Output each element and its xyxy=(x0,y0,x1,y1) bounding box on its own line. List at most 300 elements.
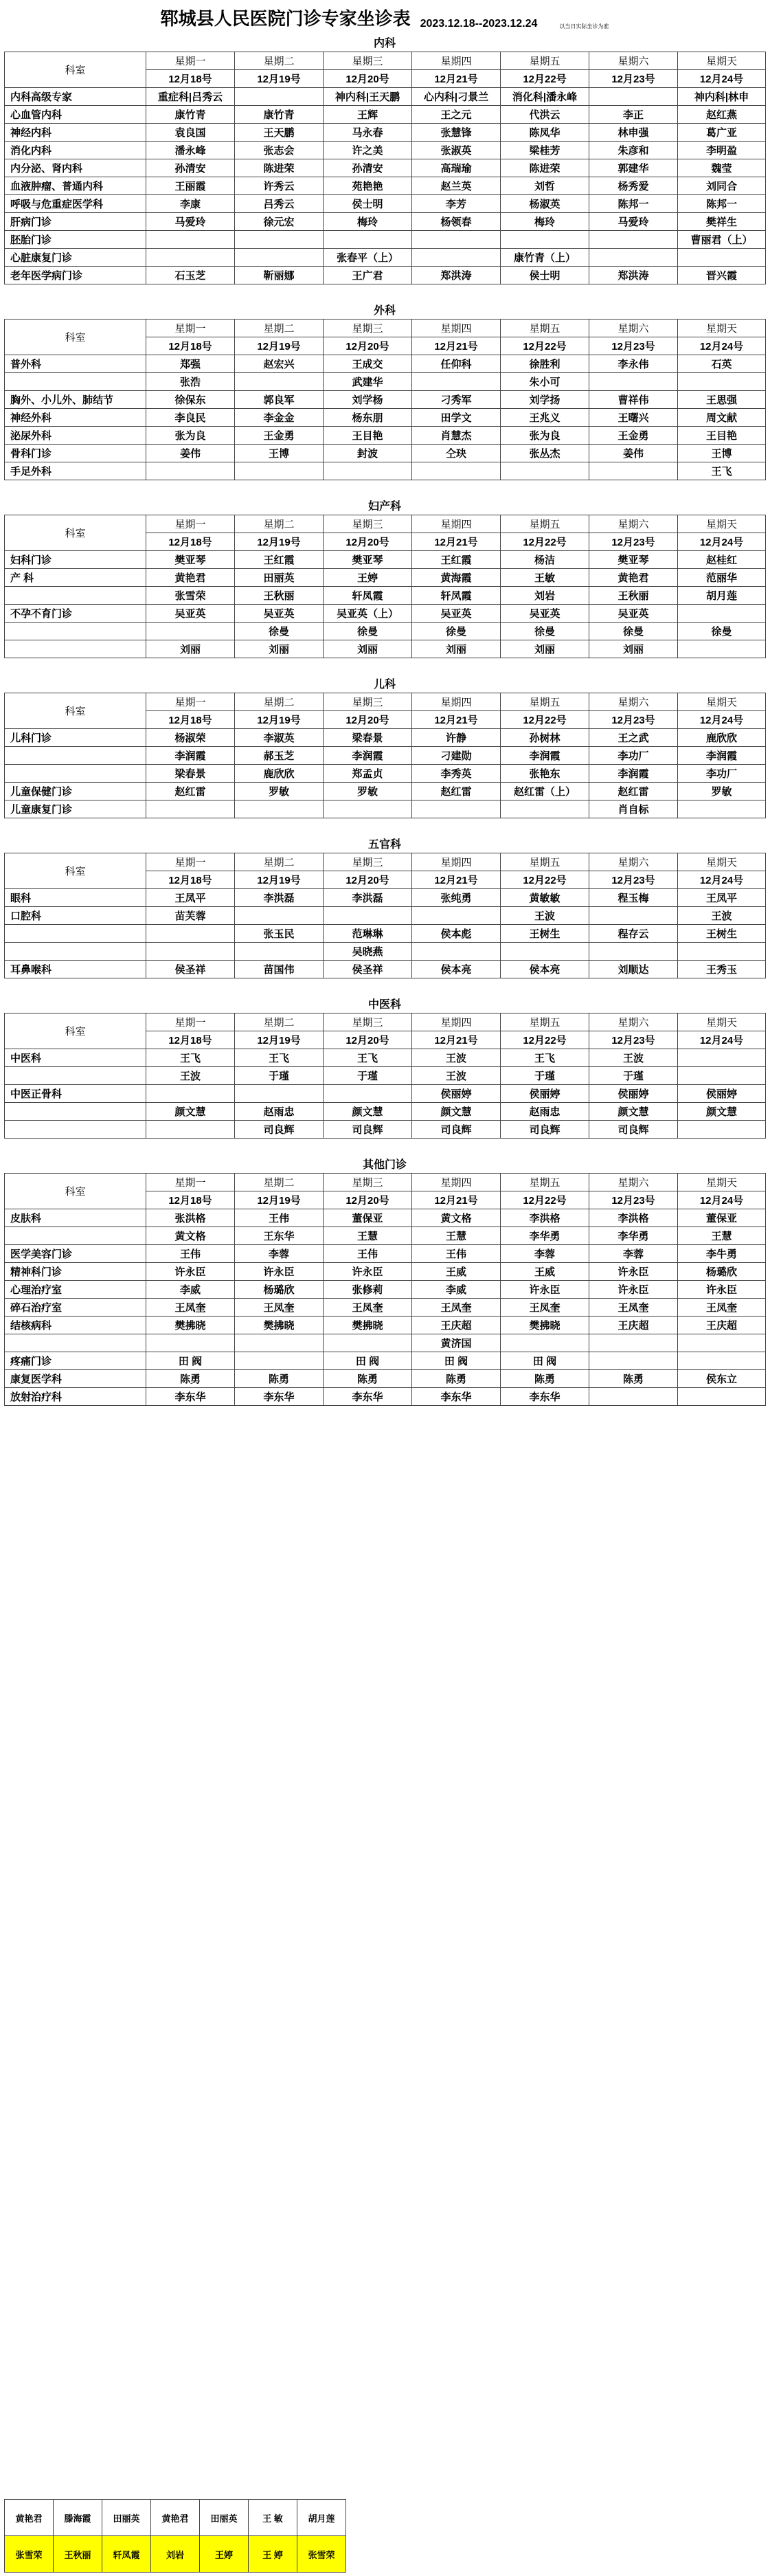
weekday-header: 星期二 xyxy=(235,320,324,337)
doctor-cell: 武建华 xyxy=(324,373,412,391)
doctor-cell: 袁良国 xyxy=(146,124,235,142)
date-header: 12月23号 xyxy=(589,711,678,729)
doctor-cell: 陈凤华 xyxy=(501,124,589,142)
doctor-cell xyxy=(589,943,678,961)
weekday-header: 星期二 xyxy=(235,853,324,871)
dept-cell: 结核病科 xyxy=(5,1317,146,1334)
table-row xyxy=(5,1121,766,1139)
date-header: 12月23号 xyxy=(589,337,678,355)
doctor-cell xyxy=(324,800,412,818)
doctor-cell: 颜文慧 xyxy=(324,1103,412,1121)
weekday-header: 星期五 xyxy=(501,320,589,337)
doctor-cell: 曹丽君（上） xyxy=(678,231,766,249)
doctor-cell: 田 阀 xyxy=(412,1352,501,1370)
weekday-header: 星期六 xyxy=(589,693,678,711)
doctor-cell: 田 阀 xyxy=(324,1352,412,1370)
doctor-cell: 李华勇 xyxy=(501,1227,589,1245)
table-row xyxy=(5,1299,766,1317)
weekday-header: 星期五 xyxy=(501,1174,589,1191)
doctor-cell: 郑孟贞 xyxy=(324,765,412,783)
doctor-cell: 李蓉 xyxy=(501,1245,589,1263)
dept-cell: 内科高级专家 xyxy=(5,88,146,106)
date-header: 12月21号 xyxy=(412,70,501,88)
date-header: 12月23号 xyxy=(589,1191,678,1209)
doctor-cell: 司良辉 xyxy=(235,1121,324,1139)
doctor-cell: 刘丽 xyxy=(412,640,501,658)
table-row xyxy=(5,462,766,480)
doctor-cell: 王飞 xyxy=(501,1049,589,1067)
doctor-cell: 李功厂 xyxy=(678,765,766,783)
weekday-header: 星期一 xyxy=(146,693,235,711)
doctor-cell: 孙树林 xyxy=(501,729,589,747)
doctor-cell: 陈勇 xyxy=(324,1370,412,1388)
weekday-header: 星期三 xyxy=(324,693,412,711)
doctor-cell: 郭建华 xyxy=(589,159,678,177)
doctor-cell xyxy=(412,249,501,267)
dept-cell xyxy=(5,640,146,658)
table-row xyxy=(5,231,766,249)
doctor-cell: 黄艳君 xyxy=(146,569,235,587)
dept-cell: 疼痛门诊 xyxy=(5,1352,146,1370)
table-row xyxy=(5,943,766,961)
doctor-cell: 王思强 xyxy=(678,391,766,409)
doctor-cell xyxy=(412,231,501,249)
doctor-cell: 朱小可 xyxy=(501,373,589,391)
doctor-cell: 王伟 xyxy=(324,1245,412,1263)
section-spacer xyxy=(4,1139,765,1156)
date-header: 12月24号 xyxy=(678,1191,766,1209)
doctor-cell: 马爱玲 xyxy=(146,213,235,231)
doctor-cell xyxy=(146,623,235,640)
doctor-cell: 轩凤霞 xyxy=(324,587,412,605)
table-row xyxy=(5,587,766,605)
doctor-cell: 王博 xyxy=(678,445,766,462)
doctor-cell: 周文献 xyxy=(678,409,766,427)
dept-cell xyxy=(5,925,146,943)
doctor-cell: 刘丽 xyxy=(146,640,235,658)
table-row xyxy=(5,569,766,587)
weekday-header: 星期天 xyxy=(678,853,766,871)
doctor-cell: 陈勇 xyxy=(412,1370,501,1388)
doctor-cell xyxy=(146,1085,235,1103)
doctor-cell: 司良辉 xyxy=(501,1121,589,1139)
doctor-cell: 张洪格 xyxy=(146,1209,235,1227)
table-row xyxy=(5,800,766,818)
dept-cell: 中医正骨科 xyxy=(5,1085,146,1103)
doctor-cell xyxy=(146,231,235,249)
dept-cell: 放射治疗科 xyxy=(5,1388,146,1406)
section-table xyxy=(4,853,766,978)
doctor-cell: 罗敏 xyxy=(678,783,766,800)
dept-cell: 皮肤科 xyxy=(5,1209,146,1227)
doctor-cell: 杨秀爱 xyxy=(589,177,678,195)
doctor-cell: 赵红燕 xyxy=(678,106,766,124)
doctor-cell: 郭良军 xyxy=(235,391,324,409)
doctor-cell: 刘丽 xyxy=(589,640,678,658)
doctor-cell: 樊亚琴 xyxy=(324,551,412,569)
doctor-cell: 王凤平 xyxy=(146,889,235,907)
doctor-cell: 许永臣 xyxy=(678,1281,766,1299)
bottom-cell: 王婷 xyxy=(200,2536,249,2573)
date-header: 12月23号 xyxy=(589,871,678,889)
weekday-header: 星期一 xyxy=(146,52,235,70)
date-header: 12月19号 xyxy=(235,70,324,88)
dept-header: 科室 xyxy=(5,515,146,551)
weekday-header-row xyxy=(5,1174,766,1191)
doctor-cell: 康竹青 xyxy=(146,106,235,124)
doctor-cell: 鹿欣欣 xyxy=(678,729,766,747)
bottom-cell: 黄艳君 xyxy=(5,2500,54,2536)
doctor-cell: 李康 xyxy=(146,195,235,213)
table-row xyxy=(5,355,766,373)
doctor-cell: 刘顺达 xyxy=(589,961,678,978)
doctor-cell: 田 阀 xyxy=(146,1352,235,1370)
doctor-cell: 许永臣 xyxy=(235,1263,324,1281)
section-title: 内科 xyxy=(373,36,396,49)
doctor-cell: 张为良 xyxy=(146,427,235,445)
doctor-cell: 杨东朋 xyxy=(324,409,412,427)
doctor-cell: 王波 xyxy=(678,907,766,925)
doctor-cell: 徐曼 xyxy=(589,623,678,640)
doctor-cell: 王波 xyxy=(501,907,589,925)
dept-header: 科室 xyxy=(5,1174,146,1209)
doctor-cell: 陈勇 xyxy=(146,1370,235,1388)
doctor-cell xyxy=(412,462,501,480)
doctor-cell xyxy=(235,907,324,925)
doctor-cell: 梅玲 xyxy=(501,213,589,231)
doctor-cell: 吴亚英 xyxy=(589,605,678,623)
doctor-cell: 王凤奎 xyxy=(412,1299,501,1317)
date-header: 12月22号 xyxy=(501,337,589,355)
weekday-header: 星期六 xyxy=(589,515,678,533)
doctor-cell: 陈勇 xyxy=(235,1370,324,1388)
section-title: 外科 xyxy=(373,304,396,317)
bottom-row-2 xyxy=(5,2536,346,2573)
dept-cell: 儿童康复门诊 xyxy=(5,800,146,818)
table-row xyxy=(5,1317,766,1334)
doctor-cell xyxy=(678,1352,766,1370)
doctor-cell xyxy=(412,373,501,391)
weekday-header: 星期六 xyxy=(589,853,678,871)
dept-cell: 心血管内科 xyxy=(5,106,146,124)
weekday-header: 星期六 xyxy=(589,52,678,70)
doctor-cell: 苗芙蓉 xyxy=(146,907,235,925)
title-row xyxy=(4,0,765,34)
doctor-cell: 刁秀军 xyxy=(412,391,501,409)
doctor-cell xyxy=(678,1067,766,1085)
doctor-cell xyxy=(589,1334,678,1352)
doctor-cell: 董保亚 xyxy=(678,1209,766,1227)
doctor-cell: 魏莹 xyxy=(678,159,766,177)
weekday-header: 星期四 xyxy=(412,1013,501,1031)
weekday-header: 星期四 xyxy=(412,853,501,871)
doctor-cell: 杨领春 xyxy=(412,213,501,231)
weekday-header: 星期五 xyxy=(501,515,589,533)
dept-cell: 精神科门诊 xyxy=(5,1263,146,1281)
doctor-cell: 林申强 xyxy=(589,124,678,142)
date-header: 12月18号 xyxy=(146,533,235,551)
doctor-cell: 赵雨忠 xyxy=(235,1103,324,1121)
page-title: 郓城县人民医院门诊专家坐诊表 xyxy=(160,9,411,30)
doctor-cell: 李威 xyxy=(146,1281,235,1299)
doctor-cell: 许永臣 xyxy=(501,1281,589,1299)
doctor-cell: 王秀玉 xyxy=(678,961,766,978)
doctor-cell: 郑洪涛 xyxy=(589,267,678,284)
doctor-cell: 刘哲 xyxy=(501,177,589,195)
doctor-cell: 李东华 xyxy=(412,1388,501,1406)
doctor-cell: 李洪格 xyxy=(501,1209,589,1227)
doctor-cell: 吴晓燕 xyxy=(324,943,412,961)
doctor-cell: 苗国伟 xyxy=(235,961,324,978)
doctor-cell: 李东华 xyxy=(146,1388,235,1406)
dept-cell: 儿童保健门诊 xyxy=(5,783,146,800)
doctor-cell: 王威 xyxy=(501,1263,589,1281)
table-row xyxy=(5,1352,766,1370)
footnote: 以当日实际坐诊为准 xyxy=(559,23,609,30)
date-header: 12月24号 xyxy=(678,337,766,355)
weekday-header: 星期三 xyxy=(324,853,412,871)
doctor-cell: 仝玦 xyxy=(412,445,501,462)
doctor-cell xyxy=(501,231,589,249)
section-spacer xyxy=(4,818,765,836)
doctor-cell: 心内科|刁景兰 xyxy=(412,88,501,106)
dept-cell: 普外科 xyxy=(5,355,146,373)
doctor-cell: 张纯勇 xyxy=(412,889,501,907)
dept-cell xyxy=(5,765,146,783)
dept-header: 科室 xyxy=(5,1013,146,1049)
doctor-cell: 程玉梅 xyxy=(589,889,678,907)
weekday-header-row xyxy=(5,693,766,711)
doctor-cell xyxy=(235,249,324,267)
doctor-cell: 李东华 xyxy=(324,1388,412,1406)
table-row xyxy=(5,391,766,409)
weekday-header: 星期五 xyxy=(501,693,589,711)
doctor-cell: 神内科|王天鹏 xyxy=(324,88,412,106)
doctor-cell: 石英 xyxy=(678,355,766,373)
doctor-cell: 梁春景 xyxy=(324,729,412,747)
doctor-cell: 张艳东 xyxy=(501,765,589,783)
doctor-cell: 王飞 xyxy=(235,1049,324,1067)
doctor-cell: 徐曼 xyxy=(324,623,412,640)
doctor-cell: 许永臣 xyxy=(589,1263,678,1281)
table-row xyxy=(5,1388,766,1406)
doctor-cell: 王凤奎 xyxy=(678,1299,766,1317)
doctor-cell: 李秀英 xyxy=(412,765,501,783)
doctor-cell xyxy=(501,943,589,961)
doctor-cell: 王红霞 xyxy=(412,551,501,569)
doctor-cell: 黄文格 xyxy=(146,1227,235,1245)
section-table xyxy=(4,693,766,818)
doctor-cell xyxy=(501,1334,589,1352)
dept-cell: 消化内科 xyxy=(5,142,146,159)
table-row xyxy=(5,177,766,195)
bottom-cell: 轩凤霞 xyxy=(102,2536,151,2573)
doctor-cell: 李润霞 xyxy=(324,747,412,765)
doctor-cell: 封波 xyxy=(324,445,412,462)
weekday-header: 星期四 xyxy=(412,693,501,711)
doctor-cell: 于瑾 xyxy=(589,1067,678,1085)
doctor-cell xyxy=(324,1085,412,1103)
doctor-cell: 樊拂晓 xyxy=(501,1317,589,1334)
dept-header: 科室 xyxy=(5,693,146,729)
section-title: 中医科 xyxy=(367,998,401,1011)
date-header: 12月20号 xyxy=(324,1191,412,1209)
doctor-cell: 董保亚 xyxy=(324,1209,412,1227)
doctor-cell: 范琳琳 xyxy=(324,925,412,943)
doctor-cell: 吴亚英 xyxy=(412,605,501,623)
doctor-cell: 赵兰英 xyxy=(412,177,501,195)
date-header: 12月23号 xyxy=(589,533,678,551)
dept-cell: 胸外、小儿外、肺结节 xyxy=(5,391,146,409)
doctor-cell: 王目艳 xyxy=(678,427,766,445)
weekday-header: 星期二 xyxy=(235,1174,324,1191)
doctor-cell xyxy=(235,943,324,961)
doctor-cell xyxy=(589,1352,678,1370)
doctor-cell xyxy=(678,373,766,391)
section-table xyxy=(4,515,766,658)
doctor-cell: 刘丽 xyxy=(324,640,412,658)
bottom-row-1 xyxy=(5,2500,346,2536)
doctor-cell: 肖自标 xyxy=(589,800,678,818)
doctor-cell: 王凤奎 xyxy=(324,1299,412,1317)
table-row xyxy=(5,1103,766,1121)
table-row xyxy=(5,605,766,623)
weekday-header: 星期天 xyxy=(678,515,766,533)
section-title: 五官科 xyxy=(367,838,401,851)
weekday-header: 星期天 xyxy=(678,320,766,337)
doctor-cell xyxy=(678,1388,766,1406)
doctor-cell xyxy=(146,1334,235,1352)
date-header: 12月24号 xyxy=(678,70,766,88)
doctor-cell: 李牛勇 xyxy=(678,1245,766,1263)
weekday-header: 星期一 xyxy=(146,515,235,533)
doctor-cell: 李蓉 xyxy=(589,1245,678,1263)
dept-cell: 中医科 xyxy=(5,1049,146,1067)
weekday-header-row xyxy=(5,52,766,70)
section-title: 其他门诊 xyxy=(362,1158,407,1171)
weekday-header: 星期一 xyxy=(146,853,235,871)
table-row xyxy=(5,729,766,747)
section-spacer xyxy=(4,284,765,302)
table-row xyxy=(5,961,766,978)
date-header: 12月22号 xyxy=(501,1191,589,1209)
doctor-cell: 王凤奎 xyxy=(589,1299,678,1317)
doctor-cell: 王庆超 xyxy=(589,1317,678,1334)
doctor-cell: 张春平（上） xyxy=(324,249,412,267)
doctor-cell xyxy=(146,800,235,818)
bottom-cell: 黄艳君 xyxy=(151,2500,200,2536)
weekday-header: 星期二 xyxy=(235,693,324,711)
date-header: 12月18号 xyxy=(146,871,235,889)
doctor-cell: 王博 xyxy=(235,445,324,462)
doctor-cell: 王伟 xyxy=(235,1209,324,1227)
section-table xyxy=(4,319,766,480)
date-header: 12月22号 xyxy=(501,711,589,729)
doctor-cell xyxy=(235,88,324,106)
doctor-cell: 王庆超 xyxy=(412,1317,501,1334)
doctor-cell: 张淑英 xyxy=(412,142,501,159)
doctor-cell: 鹿欣欣 xyxy=(235,765,324,783)
doctor-cell: 徐保东 xyxy=(146,391,235,409)
doctor-cell: 黄济国 xyxy=(412,1334,501,1352)
doctor-cell: 神内科|林申 xyxy=(678,88,766,106)
doctor-cell: 颜文慧 xyxy=(146,1103,235,1121)
dept-cell: 碎石治疗室 xyxy=(5,1299,146,1317)
weekday-header: 星期五 xyxy=(501,853,589,871)
doctor-cell: 王慧 xyxy=(412,1227,501,1245)
date-header: 12月22号 xyxy=(501,1031,589,1049)
doctor-cell: 侯本亮 xyxy=(501,961,589,978)
bottom-cell: 王 敏 xyxy=(249,2500,297,2536)
dept-cell: 手足外科 xyxy=(5,462,146,480)
table-row xyxy=(5,1049,766,1067)
dept-cell xyxy=(5,1227,146,1245)
table-row xyxy=(5,267,766,284)
doctor-cell: 梁桂芳 xyxy=(501,142,589,159)
doctor-cell: 侯东立 xyxy=(678,1370,766,1388)
doctor-cell: 王广君 xyxy=(324,267,412,284)
table-row xyxy=(5,1067,766,1085)
doctor-cell: 李淑英 xyxy=(235,729,324,747)
doctor-cell: 赵宏兴 xyxy=(235,355,324,373)
doctor-cell: 司良辉 xyxy=(412,1121,501,1139)
dept-cell: 儿科门诊 xyxy=(5,729,146,747)
doctor-cell: 王凤平 xyxy=(678,889,766,907)
doctor-cell xyxy=(501,800,589,818)
doctor-cell: 许之美 xyxy=(324,142,412,159)
doctor-cell: 司良辉 xyxy=(324,1121,412,1139)
date-header: 12月22号 xyxy=(501,871,589,889)
doctor-cell: 刘学杨 xyxy=(324,391,412,409)
table-row xyxy=(5,409,766,427)
doctor-cell: 吕秀云 xyxy=(235,195,324,213)
doctor-cell: 王伟 xyxy=(146,1245,235,1263)
weekday-header: 星期三 xyxy=(324,515,412,533)
doctor-cell: 侯丽婷 xyxy=(678,1085,766,1103)
doctor-cell xyxy=(235,231,324,249)
table-row xyxy=(5,124,766,142)
table-row xyxy=(5,551,766,569)
doctor-cell: 颜文慧 xyxy=(589,1103,678,1121)
doctor-cell: 王秋丽 xyxy=(589,587,678,605)
doctor-cell: 张志会 xyxy=(235,142,324,159)
doctor-cell: 王波 xyxy=(412,1067,501,1085)
doctor-cell: 李润霞 xyxy=(678,747,766,765)
doctor-cell: 许永臣 xyxy=(146,1263,235,1281)
doctor-cell: 赵雨忠 xyxy=(501,1103,589,1121)
dept-cell xyxy=(5,747,146,765)
doctor-cell xyxy=(235,373,324,391)
dept-header: 科室 xyxy=(5,853,146,889)
date-header: 12月22号 xyxy=(501,70,589,88)
doctor-cell: 李东华 xyxy=(501,1388,589,1406)
doctor-cell: 潘永峰 xyxy=(146,142,235,159)
weekday-header: 星期一 xyxy=(146,1174,235,1191)
doctor-cell xyxy=(589,907,678,925)
doctor-cell xyxy=(146,462,235,480)
weekday-header: 星期天 xyxy=(678,693,766,711)
doctor-cell xyxy=(235,1334,324,1352)
doctor-cell: 孙清安 xyxy=(324,159,412,177)
doctor-cell: 王红霞 xyxy=(235,551,324,569)
bottom-cell: 刘岩 xyxy=(151,2536,200,2573)
doctor-cell: 张浩 xyxy=(146,373,235,391)
doctor-cell: 赵红雷 xyxy=(412,783,501,800)
doctor-cell: 马永春 xyxy=(324,124,412,142)
doctor-cell: 陈进荣 xyxy=(501,159,589,177)
doctor-cell: 樊祥生 xyxy=(678,213,766,231)
doctor-cell: 王威 xyxy=(412,1263,501,1281)
